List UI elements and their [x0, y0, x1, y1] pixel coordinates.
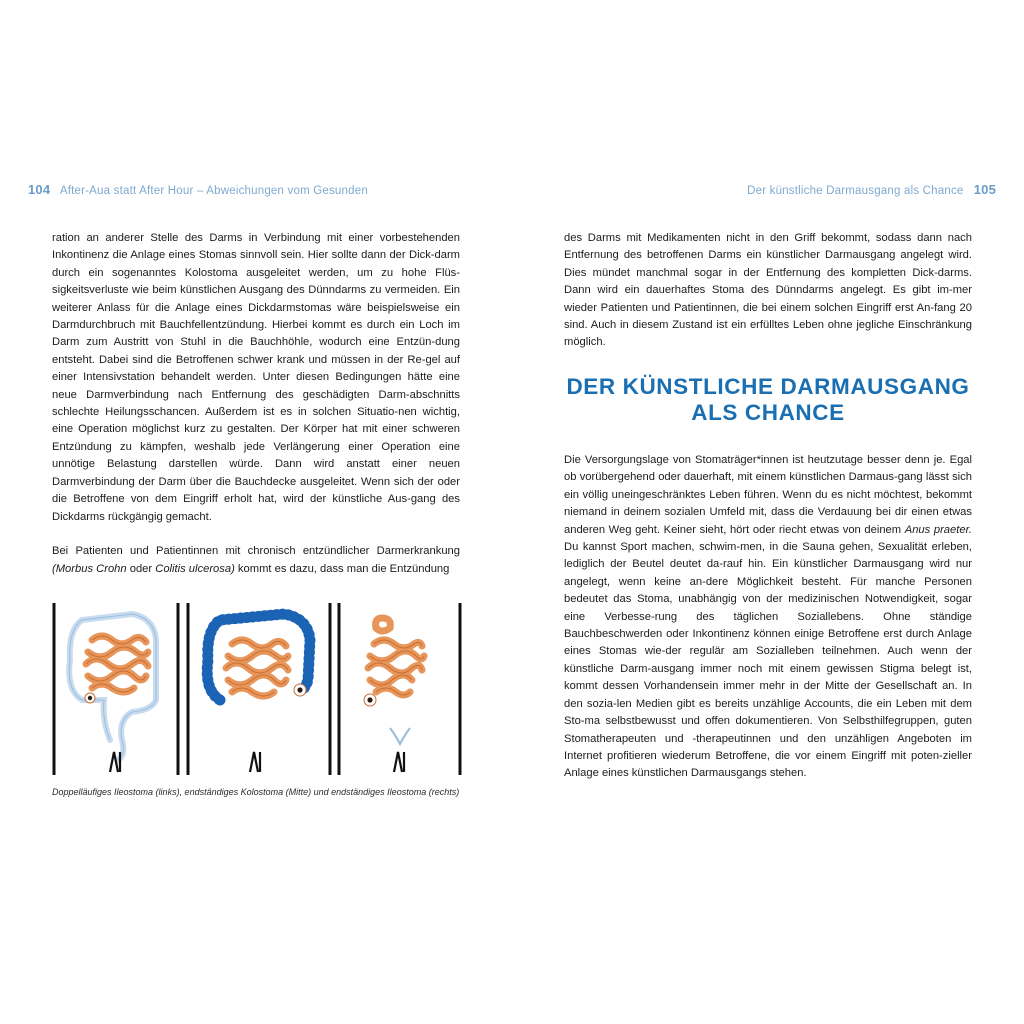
panel-loop-ileostoma [69, 614, 156, 772]
right-paragraph-1: des Darms mit Medikamenten nicht in den Griff bekommt, sodass dann nach Entfernung des betroffenen Darms ein künstlicher Darmausgang angelegt wird. Dies mündet manchmal sogar in der Entfernung des kompletten Dick-darms. Dann wird ein dauerhaftes Stoma des Dünndarms angelegt. Es gibt im-mer wieder Patienten und Patientinnen, die bei einem solchen Eingriff erst An-fang 20 sind. Auch in diesem Zustand ist ein erfülltes Leben ohne jegliche Einschränkung möglich. [564, 232, 972, 349]
small-intestine [368, 640, 424, 695]
term-anus-praeter: Anus praeter. [904, 523, 973, 536]
right-column-top [564, 230, 972, 352]
left-paragraph-1: ration an anderer Stelle des Darms in Verbindung mit einer vorbestehenden Inkontinenz die Anlage eines Stomas sinnvoll sein. Hier sollte dann der Dick-darm durch ein sogenanntes Kolostoma ausgeleitet werden, um zu hohe Flüs-sigkeitsverluste wie beim künstlichen Ausgang des Dünndarms zu vermeiden. Ein weiterer Anlass für die Anlage eines Dickdarmstomas wäre beispielsweise ein Darmdurchbruch mit Bauchfellentzündung. Hierbei kommt es durch ein Loch im Darm zum Austritt von Stuhl in die Bauchhöhle, wodurch eine Entzün-dung entsteht. Dabei sind die Betroffenen schwer krank und müssen in der Re-gel auf einer Intensivstation behandelt werden. Unter diesen Bedingungen hätte eine neue Darmverbindung nach Entfernung des geschädigten Darm-abschnitts schlechte Heilungsschancen. Außerdem ist es in solchen Situatio-nen wichtig, eine Operation möglichst kurz zu gestalten. Der Körper hat mit einer schweren Entzündung zu kämpfen, weshalb jede Verlängerung einer Operation eine unnötige Belastung darstellen würde. Dann wird anstatt einer neuen Darmverbindung der Darm über die Bauchdecke ausgeleitet. Wenn sich der oder die Betroffene von dem Eingriff erholt hat, wird der künstliche Aus-gang des Dickdarms rückgängig gemacht. [52, 232, 460, 523]
section-heading-line-2: ALS CHANCE [691, 400, 845, 425]
page-number-right: 105 [973, 182, 996, 197]
running-head-left [28, 182, 368, 197]
small-intestine-top [376, 618, 391, 631]
figure-caption: Doppelläufiges Ileostoma (links), endständiges Kolostoma (Mitte) und endständiges Ileostoma (rechts) [52, 787, 460, 797]
left-paragraph-2-close-paren: ) [231, 562, 235, 575]
right-column-body [564, 452, 972, 783]
small-intestine [226, 640, 288, 696]
panel-end-ileostomy [364, 618, 424, 772]
right-paragraph-2-start: Die Versorgungslage von Stomaträger*innen ist heutzutage besser denn je. Egal ob vorübergehend oder dauerhaft, mit einem künstlichen Darmaus-gang lässt sich ein völlig uneingeschränktes Leben führen. Wenn du es nicht möchtest, bekommt niemand in deinem sozialen Umfeld mit, dass die Verdauung bei dir einen etwas anderen Weg geht. Keiner sieht, hört oder riecht etwas von deinem [564, 454, 972, 536]
stoma-opening [367, 697, 372, 702]
running-head-right [747, 182, 996, 197]
right-paragraph-2-end: Du kannst Sport machen, schwim-men, in die Sauna gehen, Sexualität erleben, lediglich der Beutel deutet da-rauf hin. Ein künstlicher Darmausgang wird nur angelegt, wenn keine an-dere Möglichkeit besteht. Für manche Personen bedeutet das Stoma, unabhängig von der medizinischen Notwendigkeit, sogar eine Verbesse-rung des täglichen Soziallebens. Ohne ständige Bauchbeschwerden oder Inkontinenz können einige Betroffene erst durch Anlage eines Stomas wie-der regulär am Sozialleben teilnehmen. Auch wenn der künstliche Darm-ausgang immer noch mit einem gewissen Stigma belegt ist, kommt dessen Vorhandensein immer mehr in der Mitte der Gesellschaft an. In den sozia-len Medien gibt es bereits unzählige Accounts, die ein Leben mit dem Sto-ma selbstbewusst und offen dokumentieren. Von Selbsthilfegruppen, guten Stomatherapeuten und -therapeutinnen und den unzähligen Angeboten im Internet profitieren wiederum Betroffene, die vor einem Eingriff mit poten-zieller Anlage eines künstlichen Darmausgangs stehen. [564, 541, 972, 780]
left-paragraph-2-start: Bei Patienten und Patientinnen mit chronisch entzündlicher Darmerkrankung [52, 545, 460, 558]
small-intestine [86, 636, 148, 692]
term-morbus-crohn: Morbus Crohn [55, 562, 127, 575]
running-title-right: Der künstliche Darmausgang als Chance [747, 185, 964, 197]
left-paragraph-2 [52, 543, 460, 578]
right-paragraph-2 [564, 452, 972, 783]
panel-end-colostomy [207, 614, 310, 772]
running-title-left: After-Aua statt After Hour – Abweichungen vom Gesunden [59, 185, 368, 197]
section-heading [540, 374, 996, 426]
page-number-left: 104 [28, 182, 51, 197]
left-paragraph-2-or: oder [126, 562, 156, 575]
left-paragraph-2-open-paren: ( [52, 562, 56, 575]
stoma-illustration [52, 600, 462, 780]
stoma-opening [88, 696, 92, 700]
anus-marker [394, 752, 404, 772]
left-paragraph-2-end: kommt es dazu, dass man die Entzündung [234, 562, 450, 575]
left-column [52, 230, 460, 578]
stoma-opening [297, 687, 302, 692]
term-colitis-ulcerosa: Colitis ulcerosa [155, 562, 232, 575]
rectal-stump [390, 728, 410, 744]
anus-marker [250, 752, 260, 772]
section-heading-line-1: DER KÜNSTLICHE DARMAUSGANG [566, 374, 970, 399]
